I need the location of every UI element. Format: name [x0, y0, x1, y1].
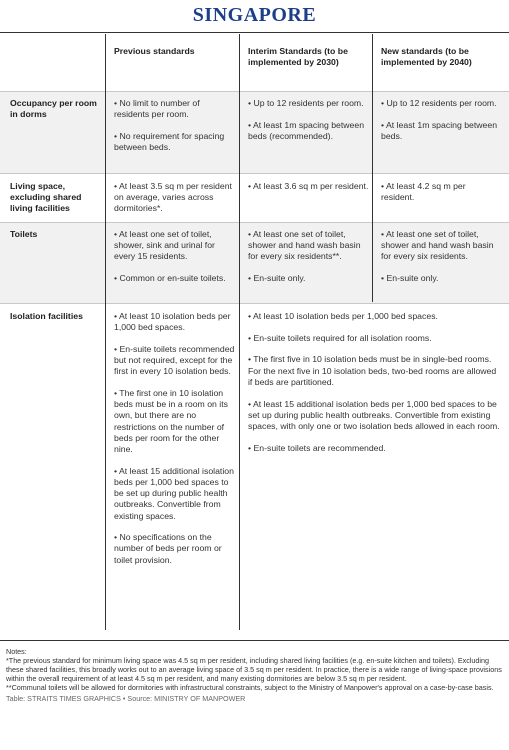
- isolation-previous: [114, 311, 236, 566]
- source-credit: Table: STRAITS TIMES GRAPHICS • Source: MINISTRY OF MANPOWER: [6, 694, 246, 704]
- header-new: New standards (to be implemented by 2040): [381, 46, 472, 68]
- table-row-toilets: [0, 223, 509, 304]
- column-divider-3: [372, 34, 373, 302]
- list-item: • No requirement for spacing between beds.: [114, 130, 225, 153]
- occupancy-previous: [114, 98, 236, 153]
- row-label-living-space: Living space, excluding shared living facilities: [10, 181, 82, 214]
- list-item: • Common or en-suite toilets.: [114, 273, 226, 284]
- list-item: • En-suite toilets are recommended.: [248, 442, 386, 453]
- list-item: • At least 15 additional isolation beds per 1,000 bed spaces to be set up during public health outbreaks. Convertible from existing spaces.: [114, 465, 234, 521]
- isolation-interim-new: [248, 311, 500, 454]
- living-space-interim: [248, 181, 370, 192]
- list-item: • At least 1m spacing between beds (recommended).: [248, 119, 365, 141]
- notes-divider: [0, 640, 509, 641]
- standards-table: [0, 34, 509, 632]
- header-previous: Previous standards: [114, 46, 195, 56]
- row-label-isolation: Isolation facilities: [10, 311, 83, 321]
- header-interim: Interim Standards (to be implemented by 2030): [248, 46, 348, 68]
- table-header-row: [0, 34, 509, 92]
- toilets-interim: [248, 229, 370, 284]
- list-item: • No specifications on the number of beds per room or toilet provision.: [114, 532, 222, 565]
- list-item: • Up to 12 residents per room.: [381, 98, 497, 108]
- note-living-space: *The previous standard for minimum living space was 4.5 sq m per resident, including shared living facilities (e.g. en-suite kitchen and toilets). Excluding these shared facilities, this broadly works out to an average living space of 3.5 sq m per resident. In practice, there is a wide range of living-space provisions within the overall requirement of at least 4.5 sq m per resident, and many existing dormitories are below 3.5 sq m per resident.: [6, 656, 502, 684]
- list-item: • At least 1m spacing between beds.: [381, 119, 498, 141]
- row-label-occupancy: Occupancy per room in dorms: [10, 98, 97, 120]
- list-item: • At least 15 additional isolation beds per 1,000 bed spaces to be set up during public health outbreaks. Convertible from existing spaces, with only one or two isolation beds allowed in each room.: [248, 398, 500, 431]
- toilets-previous: [114, 229, 236, 284]
- toilets-new: [381, 229, 501, 284]
- page-title: SINGAPORE: [192, 4, 317, 26]
- list-item: • En-suite only.: [248, 273, 306, 284]
- title-divider: [0, 32, 509, 33]
- occupancy-new: [381, 98, 501, 142]
- table-row-living-space: [0, 174, 509, 223]
- list-item: • The first one in 10 isolation beds must be in a room on its own, but there are no restrictions on the number of beds per room for the other nine.: [114, 388, 228, 455]
- notes-heading: Notes:: [6, 647, 27, 656]
- list-item: • At least one set of toilet, shower and hand wash basin for every six residents**.: [248, 229, 361, 262]
- list-item: • At least 10 isolation beds per 1,000 bed spaces.: [114, 311, 231, 333]
- list-item: • En-suite toilets required for all isolation rooms.: [248, 332, 432, 343]
- list-item: • At least one set of toilet, shower and hand wash basin for every six residents.: [381, 229, 494, 262]
- list-item: • At least 3.6 sq m per resident.: [248, 181, 369, 191]
- list-item: • Up to 12 residents per room.: [248, 98, 364, 108]
- notes-section: [6, 647, 503, 704]
- list-item: • The first five in 10 isolation beds must be in single-bed rooms. For the next five in 10 isolation beds, two-bed rooms are allowed if beds are partitioned.: [248, 354, 497, 387]
- list-item: • At least one set of toilet, shower, sink and urinal for every 15 residents.: [114, 229, 215, 262]
- living-space-new: [381, 181, 501, 203]
- living-space-previous: [114, 181, 236, 215]
- note-communal-toilets: **Communal toilets will be allowed for dormitories with infrastructural constraints, subject to the Ministry of Manpower's approval on a case-by-case basis.: [6, 683, 494, 693]
- column-divider-1: [105, 34, 106, 630]
- list-item: • En-suite toilets recommended but not required, except for the first in every 10 isolation beds.: [114, 343, 235, 377]
- occupancy-interim: [248, 98, 370, 142]
- table-row-occupancy: [0, 92, 509, 174]
- row-label-toilets: Toilets: [10, 229, 38, 239]
- list-item: • No limit to number of residents per room.: [114, 98, 200, 120]
- list-item: • En-suite only.: [381, 273, 439, 284]
- list-item: • At least 10 isolation beds per 1,000 bed spaces.: [248, 311, 438, 321]
- table-row-isolation: [0, 304, 509, 632]
- list-item: • At least 3.5 sq m per resident on average, varies across dormitories*.: [114, 181, 232, 214]
- list-item: • At least 4.2 sq m per resident.: [381, 181, 466, 203]
- column-divider-2: [239, 34, 240, 630]
